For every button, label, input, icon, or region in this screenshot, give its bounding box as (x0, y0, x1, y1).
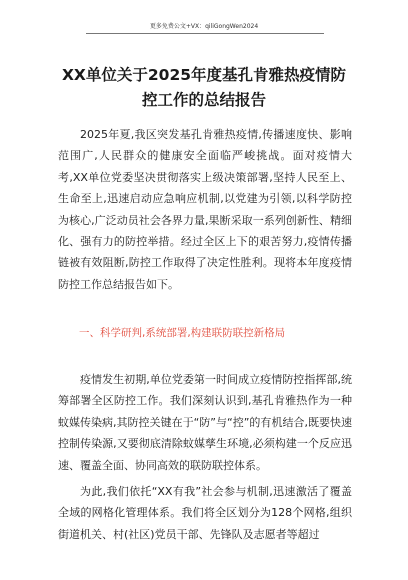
document-title: XX单位关于2025年度基孔肯雅热疫情防控工作的总结报告 (61, 66, 347, 109)
header-promo-note: 更多免费公文+VX：qiliGongWen2024 (149, 23, 259, 30)
intro-paragraph: 2025年夏,我区突发基孔肯雅热疫情,传播速度快、影响范围广,人民群众的健康安全面临严峻挑战。面对疫情大考,XX单位党委坚决贯彻落实上级决策部署,坚持人民至上、生命至上,迅速启动应急响应机制,以党建为引领,以科学防控为核心,广泛动员社会各界力量,果断采取一系列创新性、精细化、强有力的防控举措。经过全区上下的艰苦努力,疫情传播链被有效阻断,防控工作取得了决定性胜利。现将本年度疫情防控工作总结报告如下。 (58, 128, 352, 291)
body-paragraph-2: 疫情发生初期,单位党委第一时间成立疫情防控指挥部,统筹部署全区防控工作。我们深刻认识到,基孔肯雅热作为一种蚊媒传染病,其防控关键在于“防”与“控”的有机结合,既要快速控制传染源,又要彻底清除蚊媒孳生环境,必须构建一个反应迅速、覆盖全面、协同高效的联防联控体系。 (58, 373, 352, 472)
body-paragraph-3: 为此,我们依托“XX有我”社会参与机制,迅速激活了覆盖全域的网格化管理体系。我们将全区划分为128个网格,组织街道机关、村(社区)党员干部、先锋队及志愿者等超过 (58, 485, 352, 541)
header-divider (86, 33, 324, 34)
section-heading-1: 一、科学研判,系统部署,构建联防联控新格局 (79, 327, 286, 339)
